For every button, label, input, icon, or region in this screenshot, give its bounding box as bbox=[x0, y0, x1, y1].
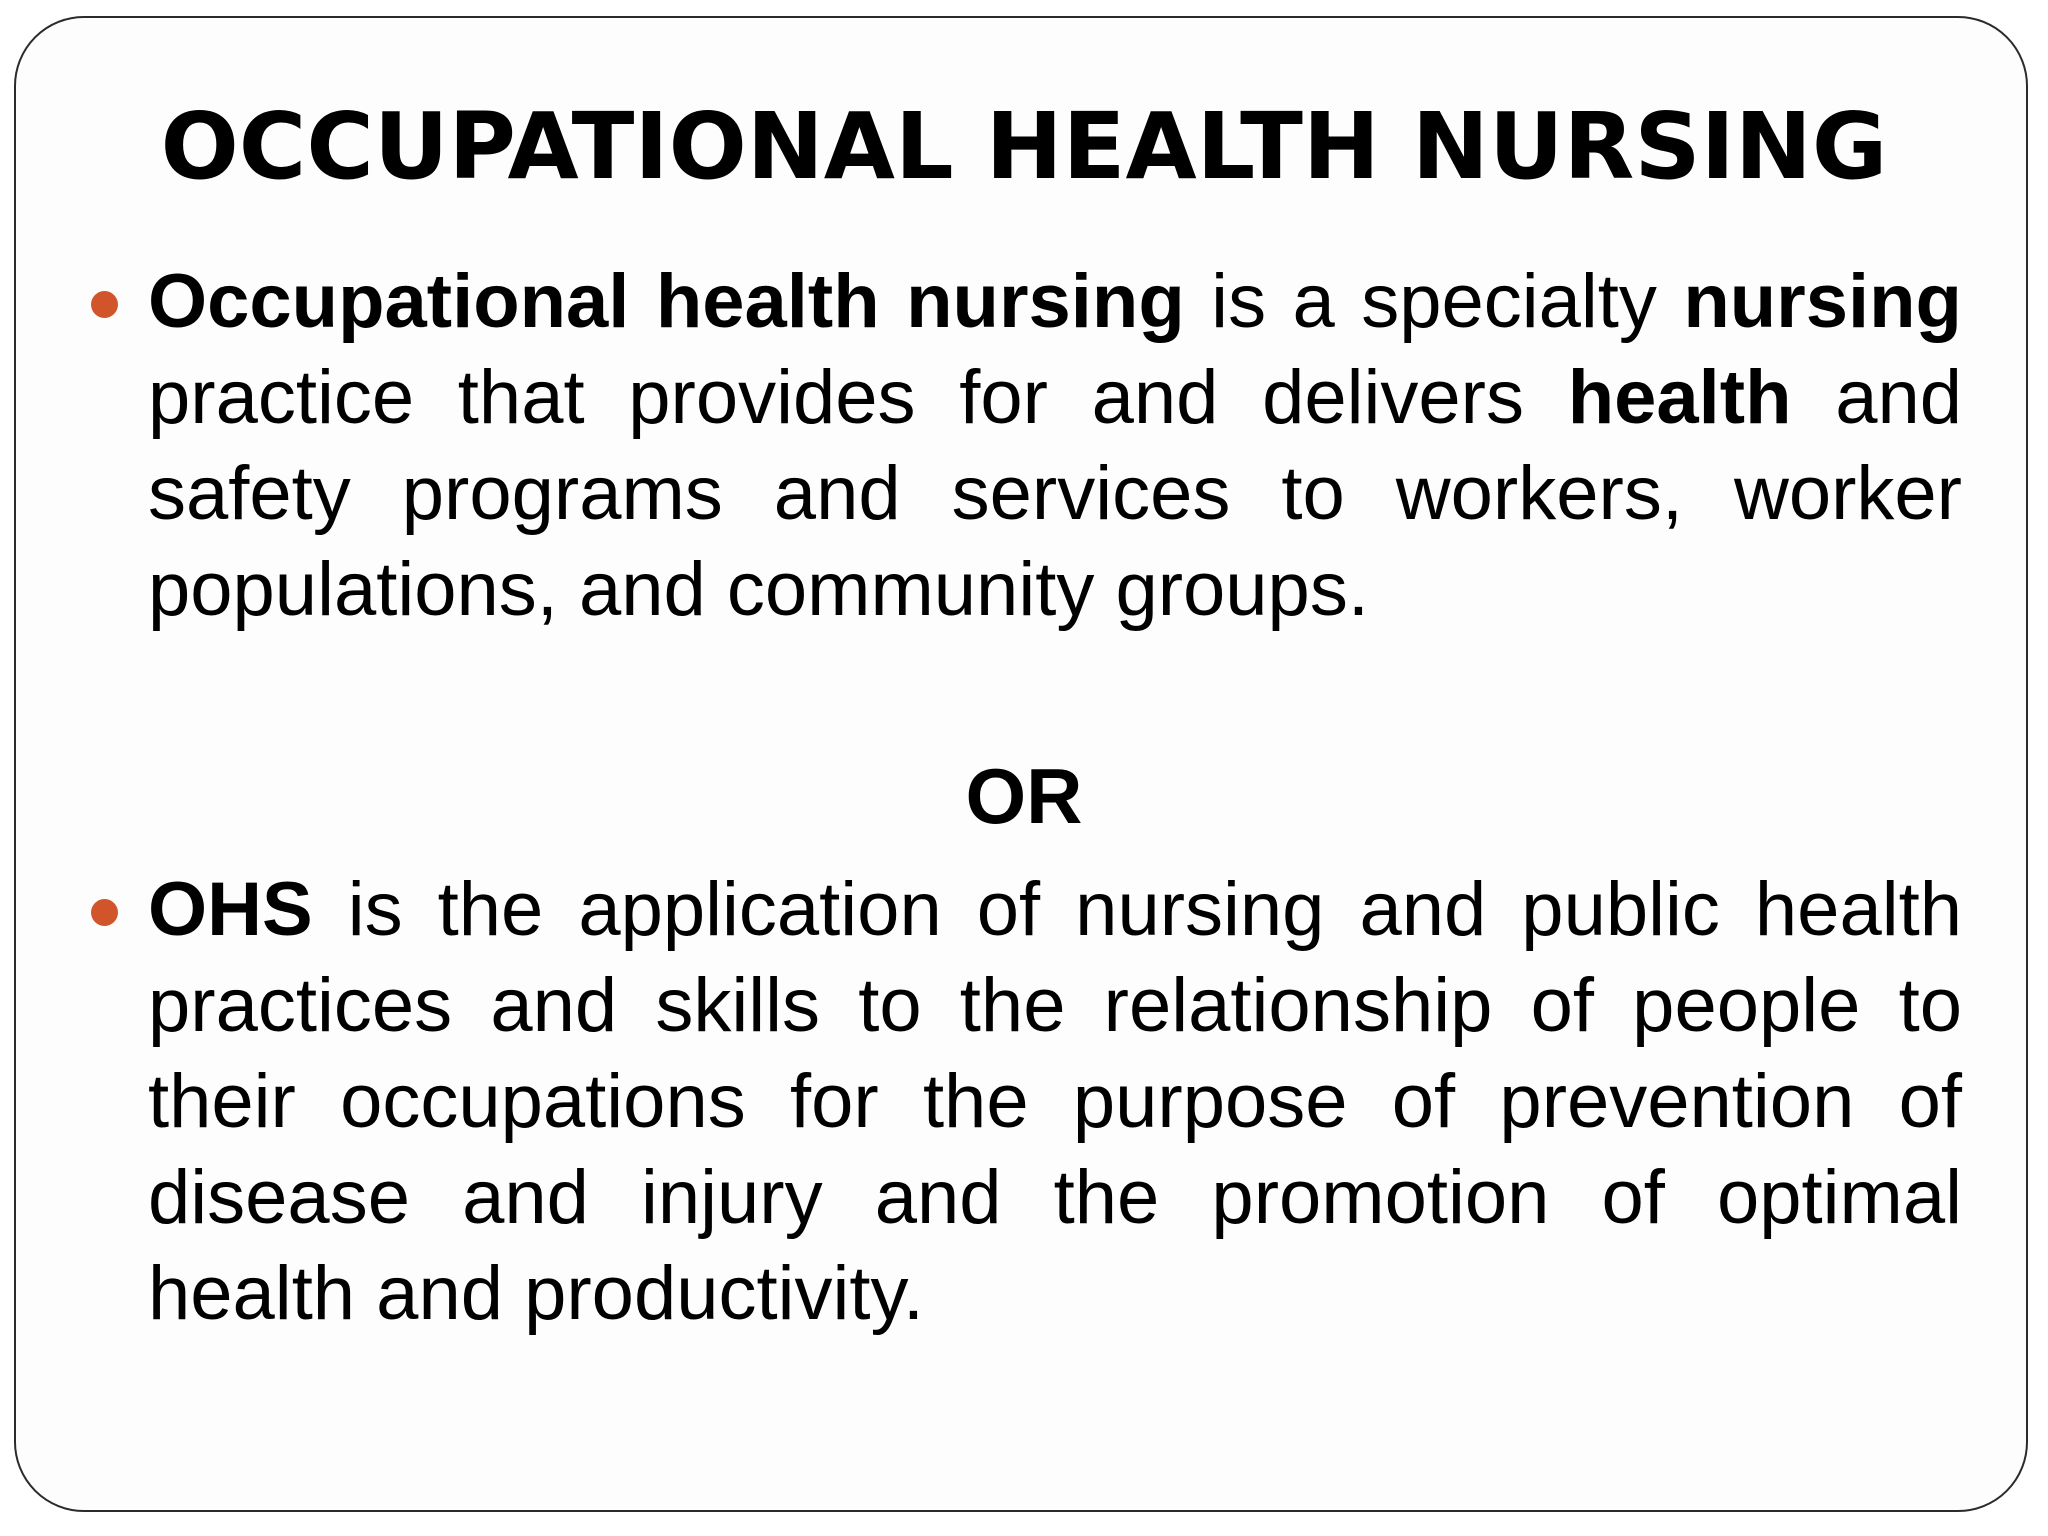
bullet-dot-icon bbox=[91, 899, 118, 926]
slide-title: OCCUPATIONAL HEALTH NURSING bbox=[160, 93, 1888, 200]
bold-term-occupational-health-nursing: Occupational health nursing bbox=[148, 259, 1185, 344]
bullet-dot-icon bbox=[91, 291, 118, 318]
bold-term-health: health bbox=[1567, 355, 1792, 440]
bold-term-nursing: nursing bbox=[1683, 259, 1962, 344]
or-separator: OR bbox=[965, 752, 1083, 840]
text-segment: practice that provides for and delivers bbox=[148, 355, 1568, 440]
definition-paragraph-1 bbox=[148, 254, 1962, 638]
bold-term-ohs: OHS bbox=[148, 867, 313, 952]
text-segment: is a specialty bbox=[1184, 259, 1684, 344]
text-segment: is the application of nursing and public health practices and skills to the relationship of people to their occupations for the purpose of prevention of disease and injury and the promotion of optimal health and productivity. bbox=[148, 867, 1962, 1336]
definition-paragraph-2 bbox=[148, 862, 1962, 1342]
text-segment: and safety programs and services to workers, worker populations, and community groups. bbox=[148, 355, 1962, 632]
